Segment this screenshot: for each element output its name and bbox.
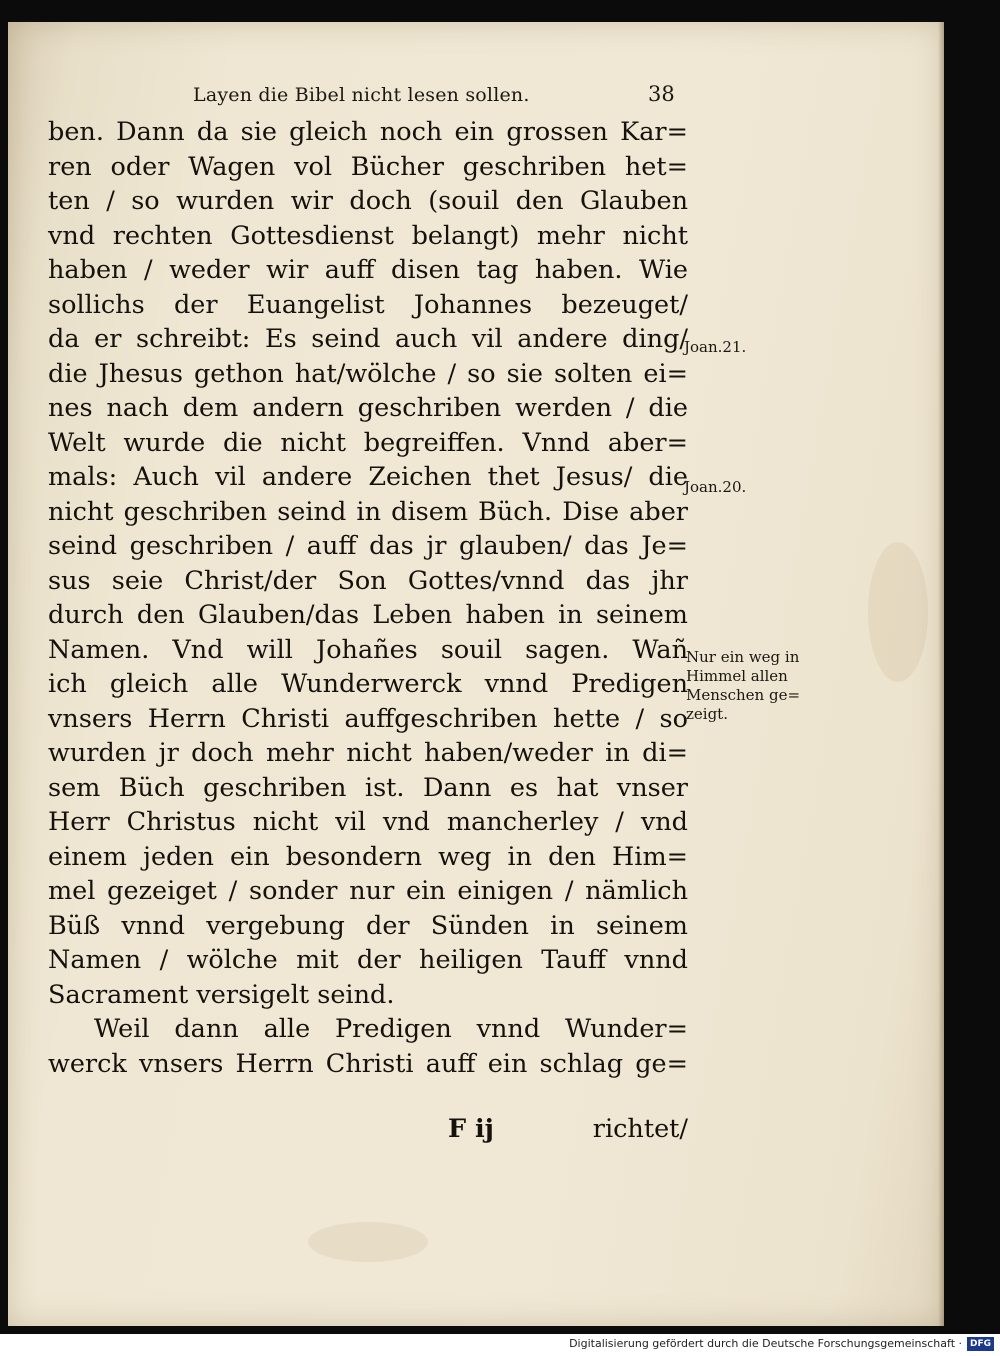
text-line: die Jhesus gethon hat/wölche / so sie solten ei=	[48, 358, 688, 389]
text-line: sem Büch geschriben ist. Dann es hat vnser	[48, 772, 688, 803]
text-line: da er schreibt: Es seind auch vil andere ding/	[48, 324, 688, 354]
text-line: einem jeden ein besondern weg in den Him=	[48, 841, 688, 872]
text-line: haben / weder wir auff disen tag haben. Wie	[48, 255, 688, 285]
marginal-note-line: zeigt.	[686, 705, 728, 723]
text-line: sollichs der Euangelist Johannes bezeuget/	[48, 289, 688, 320]
text-line: ben. Dann da sie gleich noch ein grossen Kar=	[48, 117, 688, 147]
catchword: richtet/	[592, 1114, 688, 1144]
text-line: nicht geschriben seind in disem Büch. Dise aber	[48, 496, 688, 527]
footer	[0, 1334, 1000, 1356]
text-line: Sacrament versigelt seind.	[48, 979, 395, 1010]
text-line: ren oder Wagen vol Bücher geschriben het=	[48, 151, 688, 182]
text-line: ten / so wurden wir doch (souil den Glauben	[48, 186, 688, 216]
text-line: seind geschriben / auff das jr glauben/ das Je=	[48, 531, 688, 561]
text-line: vnd rechten Gottesdienst belangt) mehr nicht	[48, 220, 688, 251]
marginal-note-line: Menschen ge=	[686, 686, 801, 704]
body-text	[48, 115, 688, 1081]
dfg-logo: DFG	[967, 1337, 994, 1351]
marginal-note-line: Himmel allen	[686, 667, 788, 685]
text-line: ich gleich alle Wunderwerck vnnd Predigen	[48, 669, 688, 699]
marginal-note-joan-21: Joan.21.	[684, 338, 747, 356]
text-line: sus seie Christ/der Son Gottes/vnnd das jhr	[48, 565, 688, 596]
text-line: Namen / wölche mit der heiligen Tauff vnnd	[48, 945, 688, 975]
text-line: Herr Christus nicht vil vnd mancherley / vnd	[48, 807, 688, 837]
text-line: mals: Auch vil andere Zeichen thet Jesus/ die	[48, 462, 688, 492]
running-head: Layen die Bibel nicht lesen sollen.	[193, 84, 530, 106]
text-line: Namen. Vnd will Johañes souil sagen. Wañ	[48, 634, 688, 665]
signature-line	[48, 1114, 688, 1150]
paper-stain	[868, 542, 928, 682]
text-line: durch den Glauben/das Leben haben in seinem	[48, 600, 688, 630]
text-line: mel gezeiget / sonder nur ein einigen / nämlich	[48, 876, 688, 906]
book-page	[8, 22, 944, 1326]
page-edge	[938, 22, 944, 1326]
text-line: nes nach dem andern geschriben werden / die	[48, 393, 688, 423]
page-number: 38	[648, 82, 675, 106]
signature-mark: F ij	[448, 1114, 494, 1144]
marginal-note-line: Nur ein weg in	[686, 648, 800, 666]
text-line: Weil dann alle Predigen vnnd Wunder=	[94, 1014, 688, 1044]
text-line: vnsers Herrn Christi auffgeschriben hette / so	[48, 703, 688, 734]
text-line: wurden jr doch mehr nicht haben/weder in di=	[48, 738, 688, 768]
text-line: Welt wurde die nicht begreiffen. Vnnd aber=	[48, 427, 688, 458]
funding-credit: Digitalisierung gefördert durch die Deutsche Forschungsgemeinschaft ·	[569, 1337, 962, 1350]
marginal-note-joan-20: Joan.20.	[684, 478, 747, 496]
paper-stain	[308, 1222, 428, 1262]
text-line: Büß vnnd vergebung der Sünden in seinem	[48, 910, 688, 941]
text-line: werck vnsers Herrn Christi auff ein schlag ge=	[48, 1048, 688, 1079]
